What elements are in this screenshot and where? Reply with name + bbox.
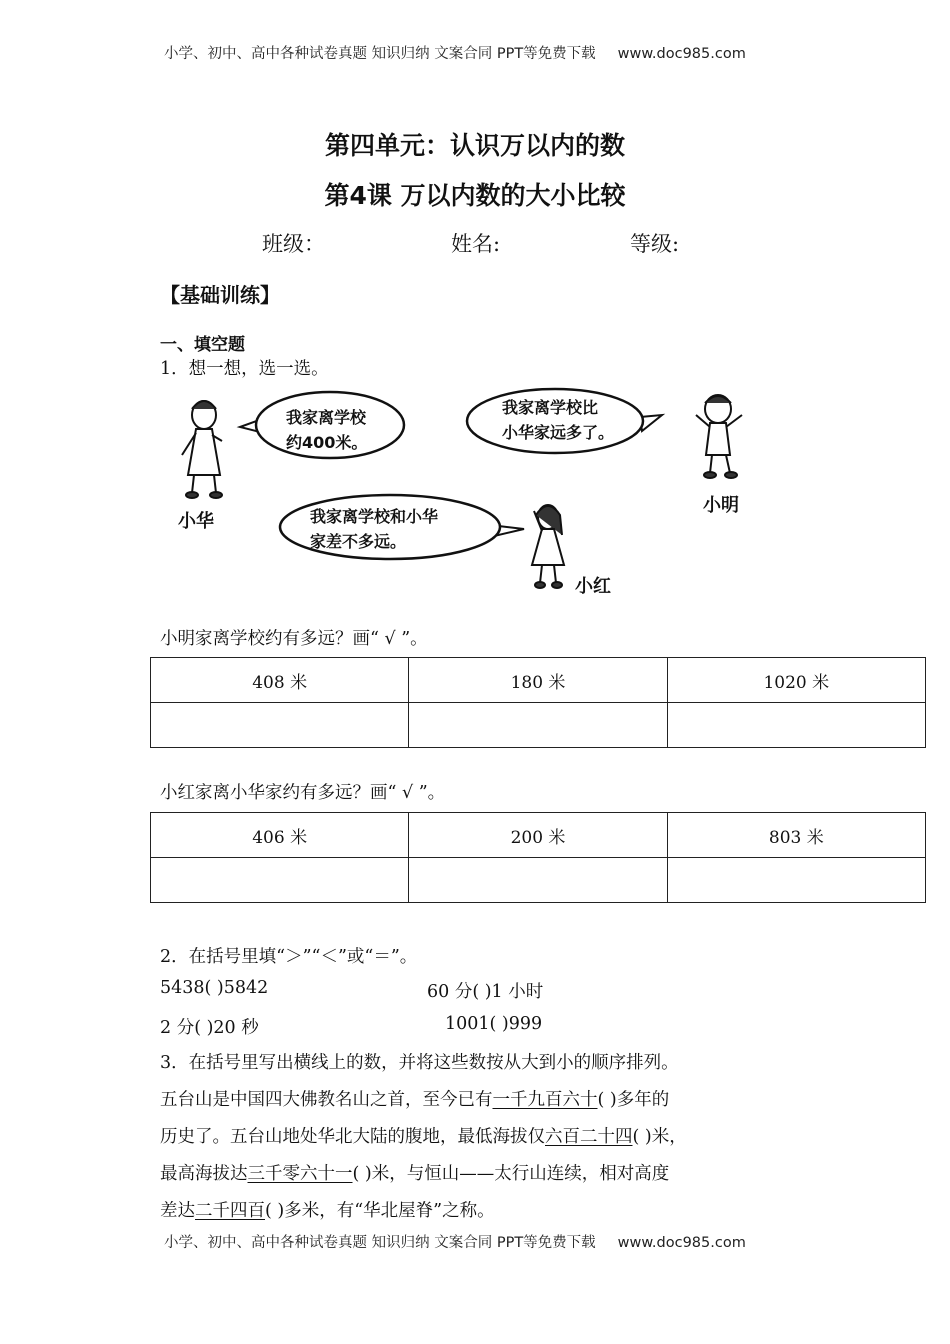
table1-cell-3: 1020 米 — [667, 658, 925, 703]
q3-line4-underlined: 二千四百 — [195, 1201, 265, 1221]
q3-prompt: 3．在括号里写出横线上的数，并将这些数按从大到小的顺序排列。 — [160, 1053, 679, 1073]
q3-line2-blank: ( )米， — [632, 1127, 687, 1147]
q3-line-2 — [160, 1123, 687, 1148]
bubble-xiaohong-line1: 我家离学校和小华 — [310, 507, 439, 526]
table-row — [151, 703, 926, 748]
q3-line3-text: 最高海拔达 — [160, 1164, 248, 1184]
q3-line1-blank: ( )多年的 — [597, 1090, 670, 1110]
table1-cell-1: 408 米 — [151, 658, 409, 703]
q3-line3-underlined: 三千零六十一 — [247, 1164, 353, 1184]
q1-sub1: 小明家离学校约有多远？画“ √ ”。 — [160, 629, 428, 649]
bubble-xiaoming-line1: 我家离学校比 — [502, 398, 599, 417]
answer-table-1 — [150, 657, 926, 748]
q3-line-1 — [160, 1086, 669, 1111]
page-footer — [164, 1231, 746, 1252]
q2-item-a1: 5438( )5842 — [160, 978, 269, 998]
q3-line4-text: 差达 — [160, 1201, 195, 1221]
xiaoming-figure — [696, 395, 742, 478]
q3-line1-underlined: 一千九百六十 — [492, 1090, 598, 1110]
bubble-xiaoming — [467, 389, 662, 453]
table2-cell-3: 803 米 — [667, 813, 925, 858]
q3-line-3 — [160, 1160, 669, 1185]
name-label: 姓名: — [451, 232, 501, 256]
bubble-xiaohua — [240, 392, 404, 458]
q3-line2-underlined: 六百二十四 — [545, 1127, 633, 1147]
bubble-xiaohong — [280, 495, 524, 559]
q2-item-a2: 60 分( )1 小时 — [427, 982, 544, 1002]
part-heading: 一、填空题 — [160, 335, 245, 355]
footer-text: 小学、初中、高中各种试卷真题 知识归纳 文案合同 PPT等免费下载 — [164, 1235, 596, 1251]
q3-line3-blank: ( )米，与恒山——太行山连续，相对高度 — [352, 1164, 670, 1184]
table1-answer-1[interactable] — [151, 703, 409, 748]
name-xiaoming: 小明 — [703, 495, 739, 516]
q1-illustration — [170, 385, 760, 600]
page-header — [164, 42, 746, 63]
header-site: www.doc985.com — [617, 46, 746, 62]
q1-sub2: 小红家离小华家约有多远？画“ √ ”。 — [160, 783, 446, 803]
table-row — [151, 858, 926, 903]
bubble-xiaohua-line1: 我家离学校 — [286, 408, 367, 427]
table2-answer-3[interactable] — [667, 858, 925, 903]
bubble-xiaoming-line2: 小华家远多了。 — [502, 423, 615, 442]
answer-table-2 — [150, 812, 926, 903]
q1-prompt: 1．想一想，选一选。 — [160, 359, 329, 379]
table2-cell-1: 406 米 — [151, 813, 409, 858]
table2-answer-1[interactable] — [151, 858, 409, 903]
q3-line2-text: 历史了。五台山地处华北大陆的腹地，最低海拔仅 — [160, 1127, 545, 1147]
table2-cell-2: 200 米 — [409, 813, 667, 858]
table1-answer-2[interactable] — [409, 703, 667, 748]
xiaohua-figure — [182, 401, 222, 498]
table-row — [151, 658, 926, 703]
q3-line-4 — [160, 1197, 495, 1222]
xiaohong-figure — [532, 505, 564, 588]
section-heading: 【基础训练】 — [160, 283, 280, 307]
name-xiaohong: 小红 — [575, 576, 611, 597]
footer-site: www.doc985.com — [617, 1235, 746, 1251]
header-text: 小学、初中、高中各种试卷真题 知识归纳 文案合同 PPT等免费下载 — [164, 46, 596, 62]
unit-title: 第四单元：认识万以内的数 — [324, 131, 625, 160]
lesson-title: 第4课 万以内数的大小比较 — [324, 181, 626, 210]
table1-answer-3[interactable] — [667, 703, 925, 748]
table-row — [151, 813, 926, 858]
q2-item-b1: 2 分( )20 秒 — [160, 1018, 259, 1038]
q3-line1-text: 五台山是中国四大佛教名山之首，至今已有 — [160, 1090, 493, 1110]
table2-answer-2[interactable] — [409, 858, 667, 903]
name-xiaohua: 小华 — [178, 511, 214, 532]
q3-line4-blank: ( )多米，有“华北屋脊”之称。 — [265, 1201, 495, 1221]
q2-prompt: 2．在括号里填“＞”“＜”或“＝”。 — [160, 947, 418, 967]
grade-label: 等级: — [630, 232, 680, 256]
bubble-xiaohua-line2: 约400米。 — [286, 433, 368, 452]
table1-cell-2: 180 米 — [409, 658, 667, 703]
bubble-xiaohong-line2: 家差不多远。 — [310, 532, 407, 551]
class-label: 班级： — [262, 232, 325, 256]
q2-item-b2: 1001( )999 — [445, 1014, 543, 1034]
